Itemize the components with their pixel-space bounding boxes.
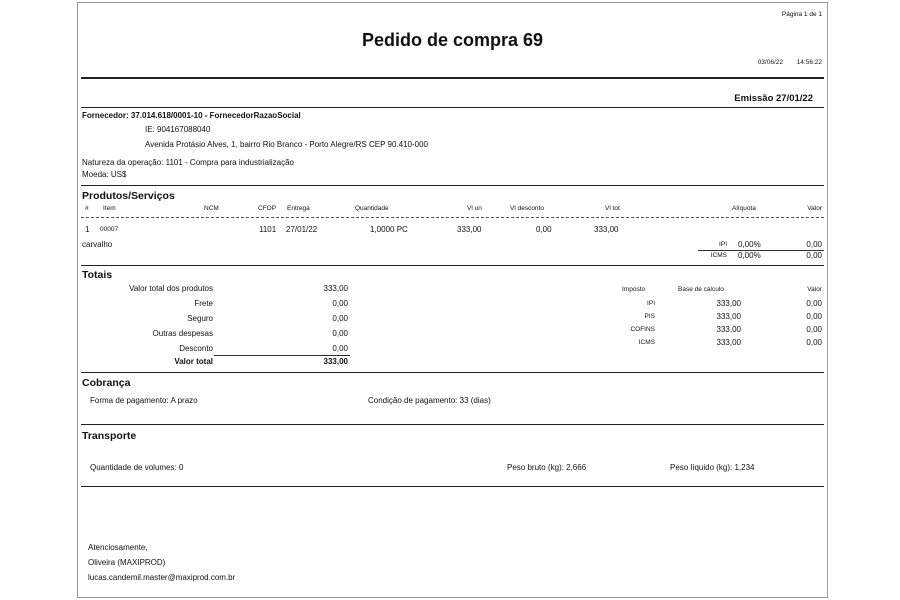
total-label-frete: Frete [194,299,213,308]
header-divider [81,77,824,79]
peso-bruto: Peso bruto (kg): 2,666 [507,463,587,472]
tax-row-name: COFINS [630,326,655,333]
row-tax-name: IPI [719,241,727,248]
tax-row-name: PIS [644,313,655,320]
total-value-total: 333,00 [323,357,348,366]
moeda: Moeda: US$ [82,170,127,179]
divider [81,486,824,487]
forma-pagamento: Forma de pagamento: A prazo [90,396,198,405]
tax-row-valor: 0,00 [806,338,822,347]
col-item: Item [103,205,116,212]
tax-row-base: 333,00 [716,299,741,308]
tax-header-valor: Valor [807,286,822,293]
total-label-produtos: Valor total dos produtos [129,284,213,293]
divider [81,185,824,186]
totais-section-title: Totais [82,269,113,281]
row-cfop: 1101 [259,225,277,234]
tax-row-valor: 0,00 [806,325,822,334]
supplier-ie: IE: 904167088040 [145,125,211,134]
natureza-operacao: Natureza da operação: 1101 - Compra para industrialização [82,158,294,167]
row-tax-valor: 0,00 [806,240,822,249]
tax-row-base: 333,00 [716,312,741,321]
column-divider [81,217,824,218]
tax-row-base: 333,00 [716,325,741,334]
tax-row-name: IPI [647,300,655,307]
print-date: 03/06/22 [757,59,783,66]
tax-row-name: ICMS [638,339,655,346]
divider [81,265,824,266]
col-vl-un: Vl un [467,205,482,212]
total-value-frete: 0,00 [332,299,348,308]
tax-row-valor: 0,00 [806,312,822,321]
print-time: 14:56:22 [796,59,822,66]
divider [81,372,824,373]
total-value-desconto: 0,00 [332,344,348,353]
total-label-total: Valor total [174,357,213,366]
signature-greeting: Atenciosamente, [88,543,148,552]
col-vl-tot: Vl tot [605,205,620,212]
document-page [77,2,828,598]
condicao-pagamento: Condição de pagamento: 33 (dias) [368,396,491,405]
document-title: Pedido de compra 69 [361,30,544,50]
row-vl-un: 333,00 [457,225,482,234]
total-value-outras: 0,00 [332,329,348,338]
col-vl-desconto: Vl desconto [510,205,544,212]
col-valor: Valor [807,205,822,212]
col-quantidade: Quantidade [355,205,389,212]
row-entrega: 27/01/22 [286,225,318,234]
col-aliquota: Alíquota [732,205,756,212]
supplier-address: Avenida Protásio Alves, 1, bairro Rio Branco - Porto Alegre/RS CEP 90.410-000 [145,140,428,149]
row-tax-aliquota: 0,00% [738,240,761,249]
row-tax-aliquota: 0,00% [738,251,761,260]
row-quantidade: 1,0000 PC [370,225,408,234]
row-num: 1 [85,225,90,234]
tax-row-valor: 0,00 [806,299,822,308]
row-description: carvalho [82,240,113,249]
col-num: # [85,205,89,212]
total-divider [214,355,350,356]
tax-header-base: Base de cálculo [678,286,724,293]
row-tax-valor: 0,00 [806,251,822,260]
cobranca-section-title: Cobrança [82,377,131,389]
total-value-produtos: 333,00 [323,284,348,293]
col-cfop: CFOP [258,205,277,212]
total-label-outras: Outras despesas [152,329,213,338]
divider [81,107,824,108]
row-vl-desconto: 0,00 [536,225,552,234]
row-vl-tot: 333,00 [594,225,619,234]
peso-liquido: Peso líquido (kg): 1,234 [670,463,755,472]
tax-header-imposto: Imposto [622,286,646,293]
total-label-desconto: Desconto [179,344,213,353]
transporte-section-title: Transporte [82,430,137,442]
signature-name: Oliveira (MAXIPROD) [88,558,166,567]
signature-email[interactable]: lucas.candemil.master@maxiprod.com.br [88,573,236,582]
page-number: Página 1 de 1 [781,11,822,18]
col-entrega: Entrega [287,205,310,212]
total-label-seguro: Seguro [187,314,213,323]
supplier-line: Fornecedor: 37.014.618/0001-10 - FornecedorRazaoSocial [82,111,301,120]
row-tax-name: ICMS [710,252,727,259]
row-item-code: 00007 [100,226,119,233]
products-section-title: Produtos/Serviços [82,190,175,202]
tax-row-divider [698,250,824,251]
tax-row-base: 333,00 [716,338,741,347]
total-value-seguro: 0,00 [332,314,348,323]
divider [81,424,824,425]
col-ncm: NCM [204,205,219,212]
emissao-date: Emissão 27/01/22 [734,93,813,104]
quantidade-volumes: Quantidade de volumes: 0 [90,463,184,472]
